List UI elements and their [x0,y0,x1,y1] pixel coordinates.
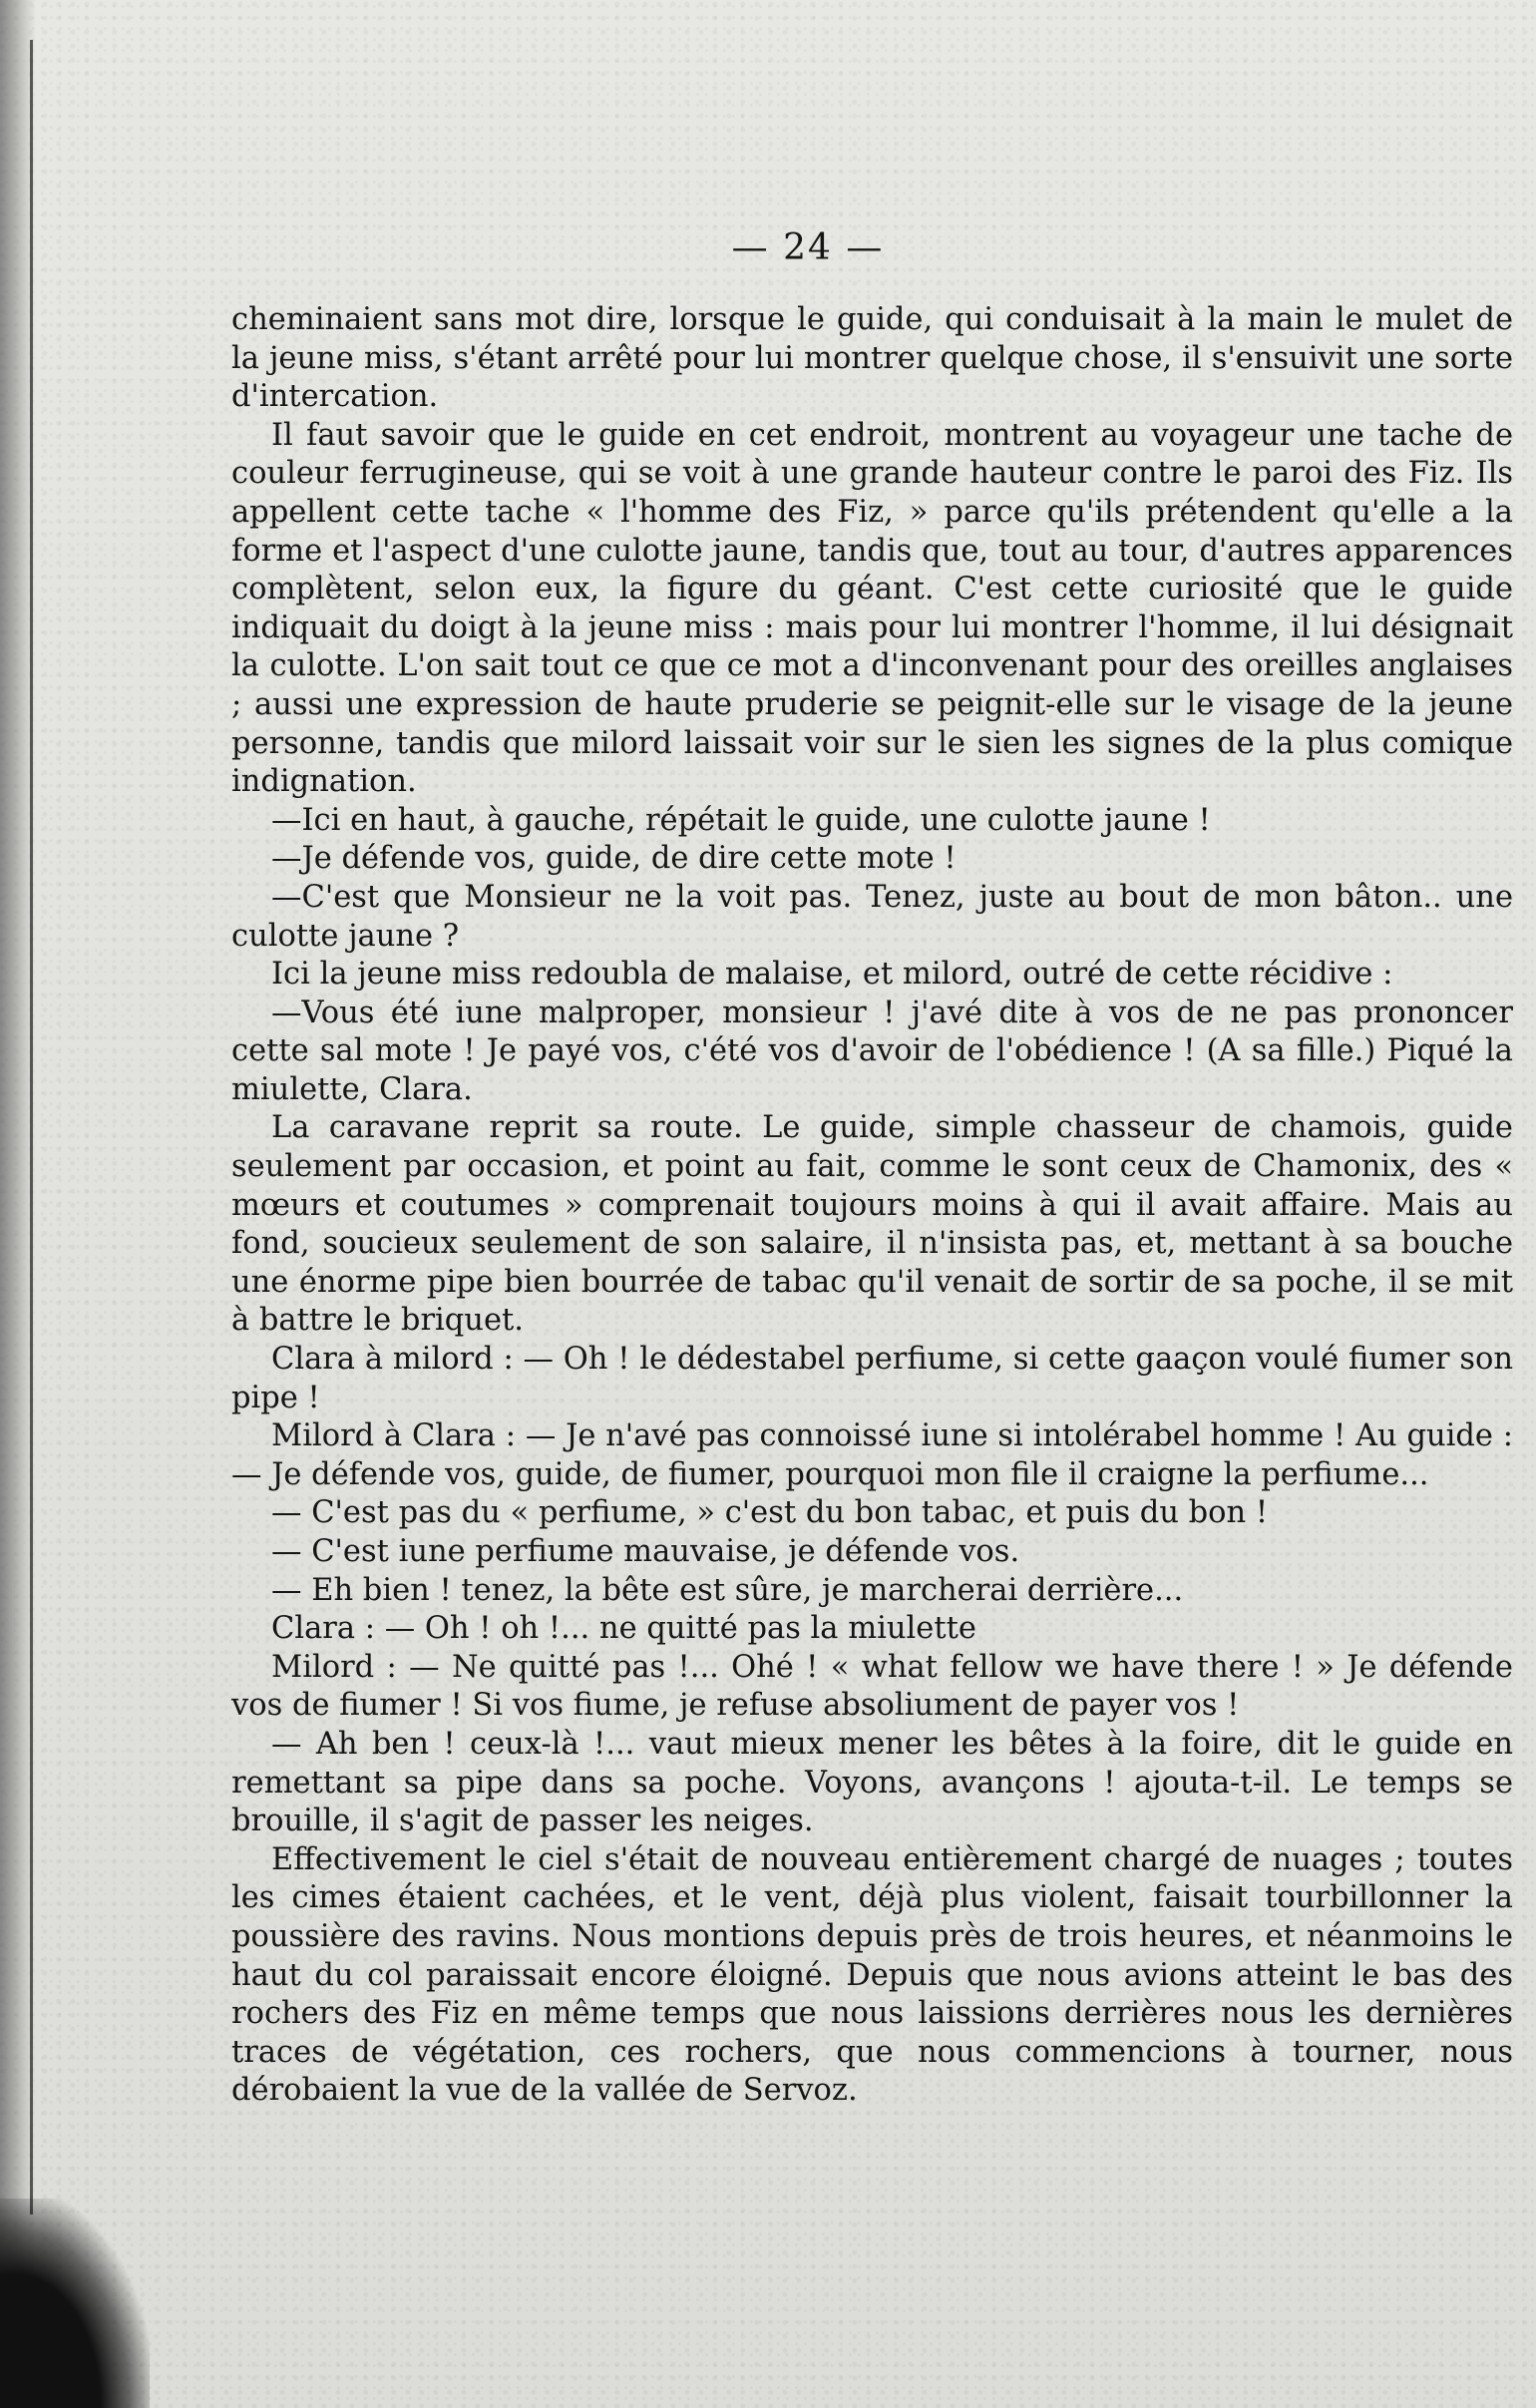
dialogue-line: Clara à milord : — Oh ! le dédestabel perfiume, si cette gaaçon voulé fiumer son pipe ! [231,1342,1513,1415]
dialogue-line: — C'est pas du « perfiume, » c'est du bon tabac, et puis du bon ! [271,1495,1269,1531]
dialogue-line: —Ici en haut, à gauche, répétait le guide, une culotte jaune ! [271,802,1211,838]
paragraph: Ici la jeune miss redoubla de malaise, et milord, outré de cette récidive : [271,957,1393,993]
ink-blot [0,2199,150,2408]
body-text [231,301,1513,2111]
dialogue-line: — Ah ben ! ceux-là !... vaut mieux mener les bêtes à la foire, dit le guide en remettant sa pipe dans sa poche. Voyons, avançons ! ajouta-t-il. Le temps se brouille, il s'agit de passer les neiges. [231,1726,1513,1839]
gutter-line [30,40,33,2214]
dialogue-line: —C'est que Monsieur ne la voit pas. Tenez, juste au bout de mon bâton.. une culotte jaune ? [231,879,1513,954]
paragraph: Effectivement le ciel s'était de nouveau entièrement chargé de nuages ; toutes les cimes étaient cachées, et le vent, déjà plus violent, faisait tourbillonner la poussière des ravins. Nous montions depuis près de trois heures, et néanmoins le haut du col paraissait encore éloigné. Depuis que nous avions atteint le bas des rochers des Fiz en même temps que nous laissions derrières nous les dernières traces de végétation, ces rochers, que nous commencions à tourner, nous dérobaient la vue de la vallée de Servoz. [231,1841,1513,2109]
dialogue-line: —Je défende vos, guide, de dire cette mote ! [271,841,957,877]
page-number: — 24 — [731,227,885,268]
dialogue-line: Milord : — Ne quitté pas !... Ohé ! « what fellow we have there ! » Je défende vos de fiumer ! Si vos fiume, je refuse absoliument de payer vos ! [231,1649,1513,1724]
dialogue-line: Clara : — Oh ! oh !... ne quitté pas la miulette [271,1611,976,1647]
paragraph: La caravane reprit sa route. Le guide, simple chasseur de chamois, guide seulement par occasion, et point au fait, comme le sont ceux de Chamonix, des « mœurs et coutumes » comprenait toujours moins à qui il avait affaire. Mais au fond, soucieux seulement de son salaire, il n'insista pas, et, mettant à sa bouche une énorme pipe bien bourrée de tabac qu'il venait de sortir de sa poche, il se mit à battre le briquet. [231,1110,1513,1339]
dialogue-line: — C'est iune perfiume mauvaise, je défende vos. [271,1534,1020,1569]
dialogue-line: — Eh bien ! tenez, la bête est sûre, je marcherai derrière... [271,1572,1184,1608]
dialogue-line: Milord à Clara : — Je n'avé pas connoissé iune si intolérabel homme ! Au guide : — Je défende vos, guide, de fiumer, pourquoi mon file il craigne la perfiume... [231,1418,1513,1492]
dialogue-line: —Vous été iune malproper, monsieur ! j'avé dite à vos de ne pas prononcer cette sal mote ! Je payé vos, c'été vos d'avoir de l'obédience ! (A sa fille.) Piqué la miulette, Clara. [231,995,1513,1107]
paragraph-continuation: cheminaient sans mot dire, lorsque le guide, qui conduisait à la main le mulet de la jeune miss, s'étant arrêté pour lui montrer quelque chose, il s'ensuivit une sorte d'intercation. [231,302,1513,415]
paragraph: Il faut savoir que le guide en cet endroit, montrent au voyageur une tache de couleur ferrugineuse, qui se voit à une grande hauteur contre le paroi des Fiz. Ils appellent cette tache « l'homme des Fiz, » parce qu'ils prétendent qu'elle a la forme et l'aspect d'une culotte jaune, tandis que, tout au tour, d'autres apparences complètent, selon eux, la figure du géant. C'est cette curiosité que le guide indiquait du doigt à la jeune miss : mais pour lui montrer l'homme, il lui désignait la culotte. L'on sait tout ce que ce mot a d'inconvenant pour des oreilles anglaises ; aussi une expression de haute pruderie se peignit-elle sur le visage de la jeune personne, tandis que milord laissait voir sur le sien les signes de la plus comique indignation. [231,417,1513,800]
